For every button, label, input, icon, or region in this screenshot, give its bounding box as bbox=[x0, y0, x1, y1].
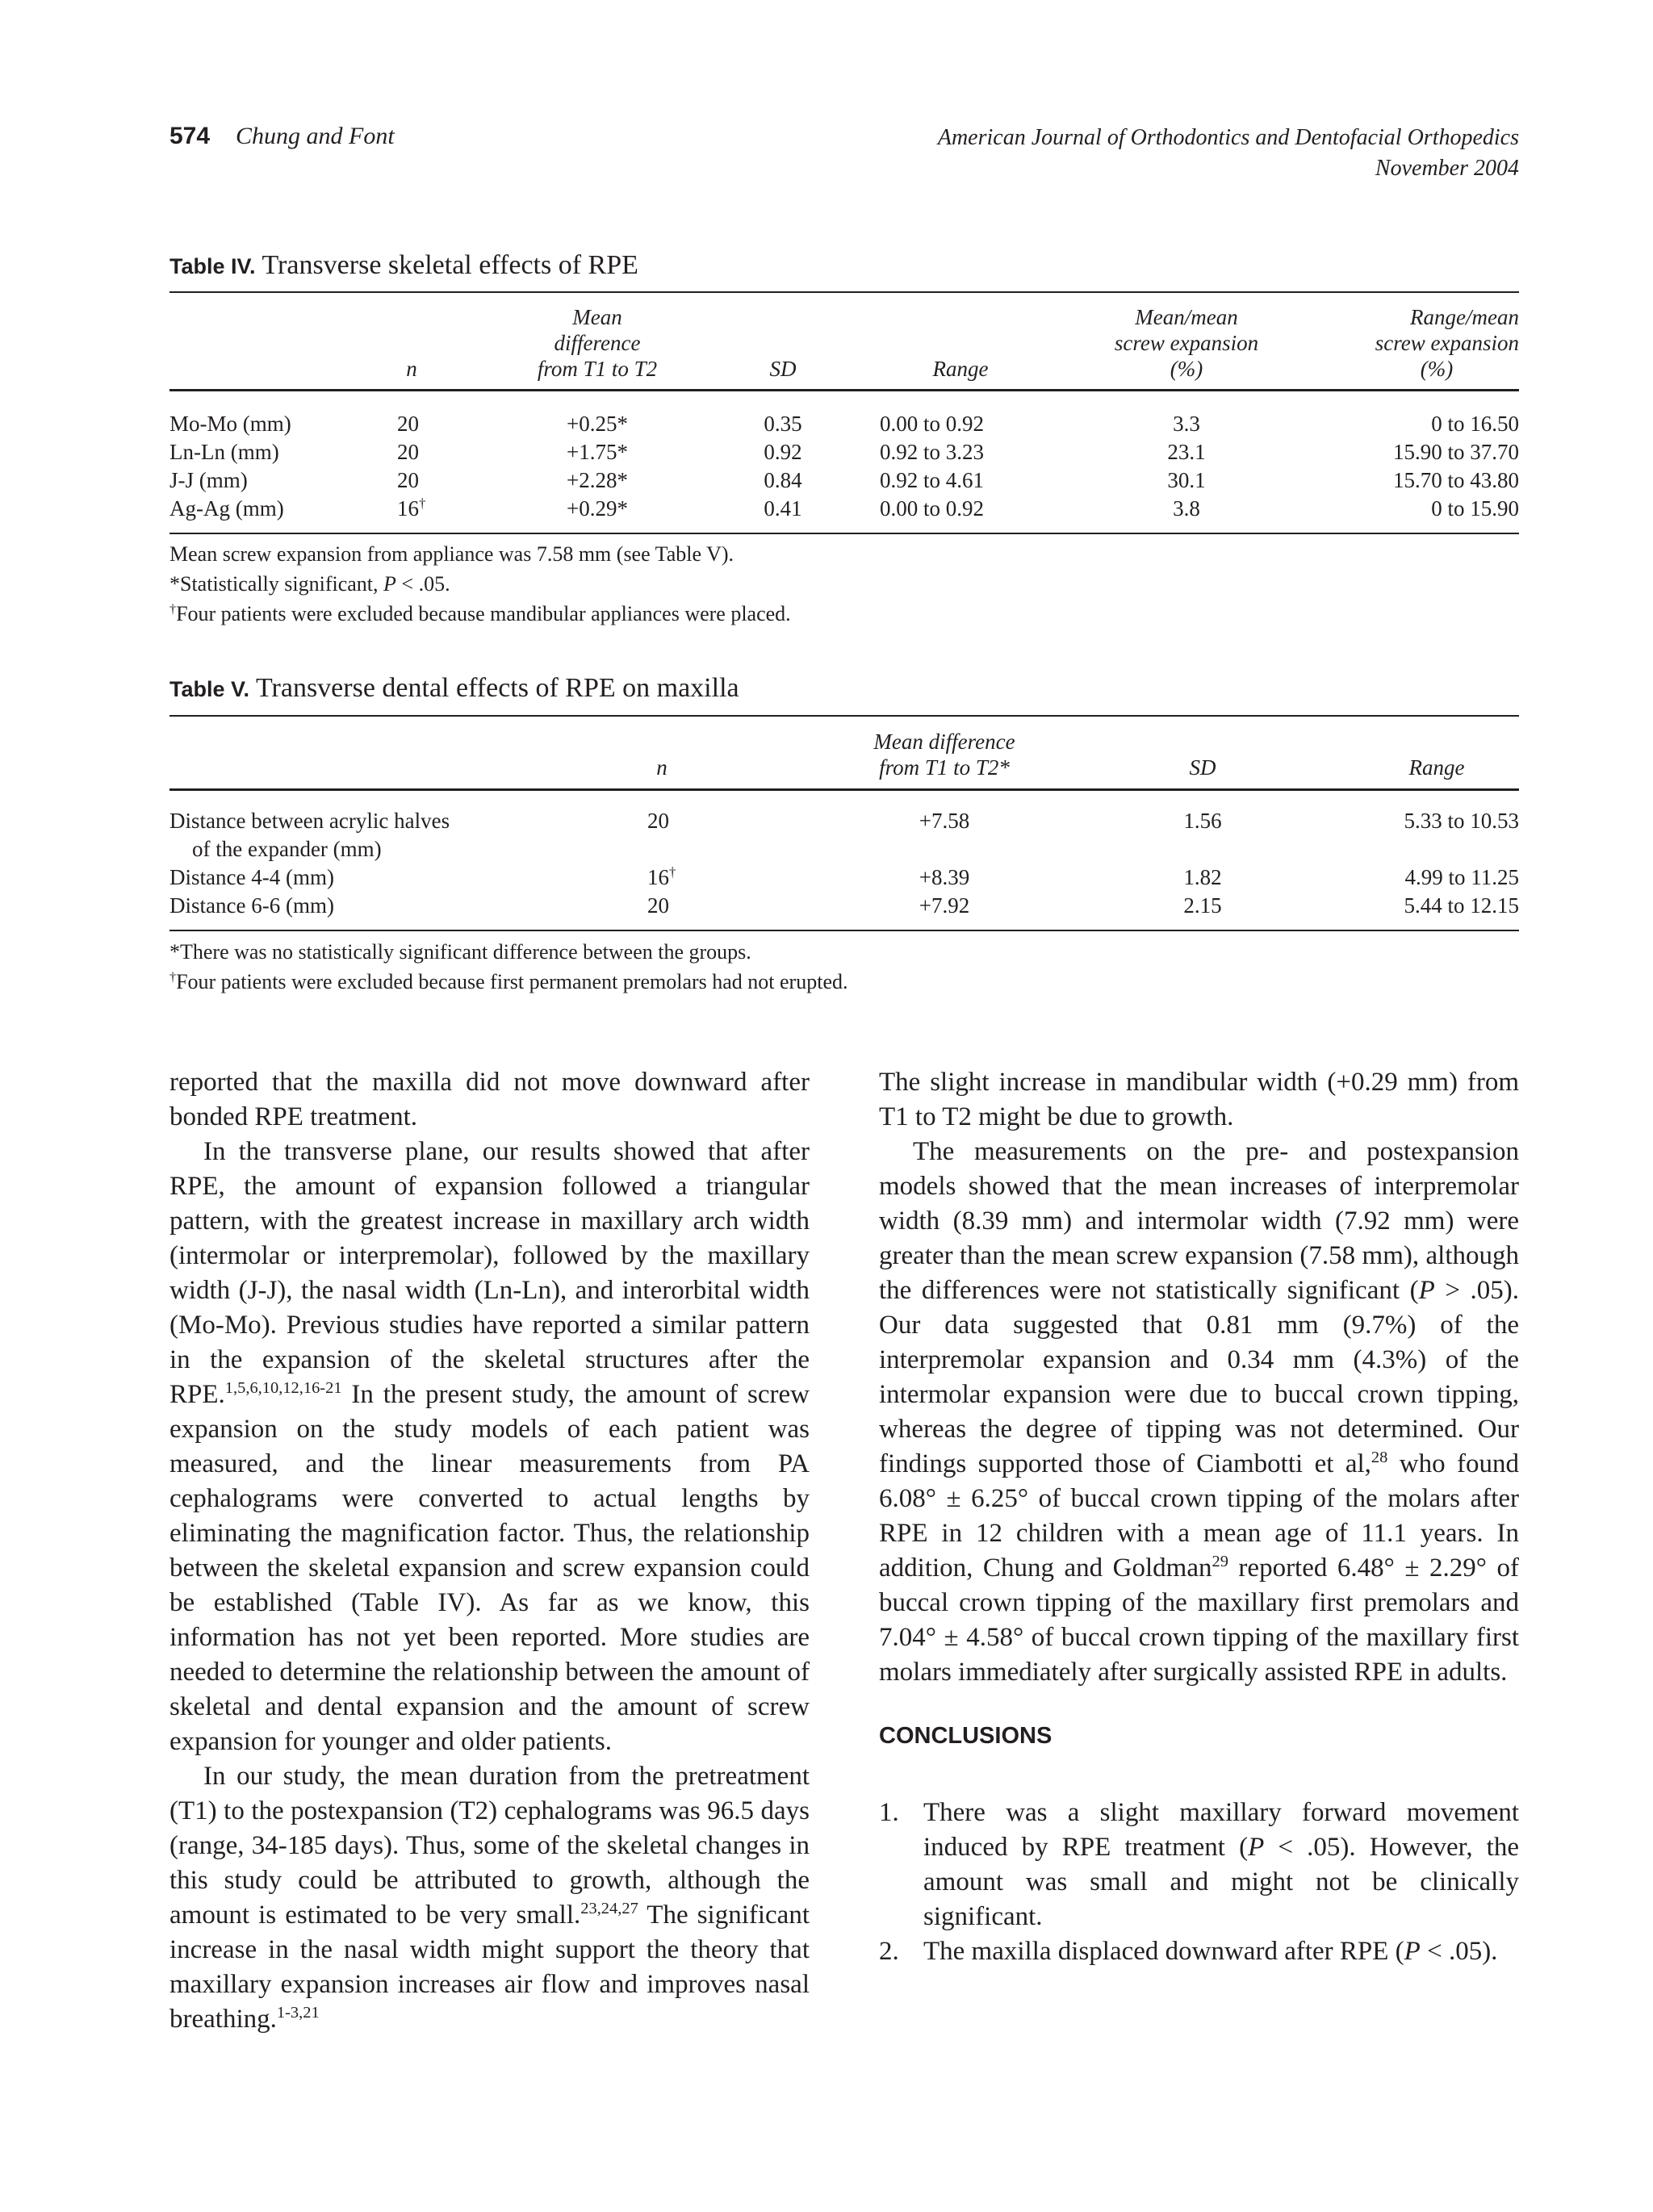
paragraph: reported that the maxilla did not move downward after bonded RPE treatment. bbox=[169, 1068, 810, 1131]
t4-row-sd: 0.35 bbox=[764, 412, 802, 436]
t5-row-mean: +7.58 bbox=[919, 809, 970, 833]
citation: 29 bbox=[1212, 1553, 1228, 1570]
t4-row-mean: +1.75* bbox=[567, 440, 628, 464]
t4-h-meanpct-1: Mean/mean bbox=[1135, 305, 1238, 329]
t4-row-mean: +0.29* bbox=[567, 496, 628, 521]
t4-row-label: J-J (mm) bbox=[169, 468, 248, 492]
t4-row-meanpct: 30.1 bbox=[1167, 468, 1206, 492]
t4-row-meanpct: 3.3 bbox=[1173, 412, 1200, 436]
t5-row-mean: +7.92 bbox=[919, 893, 970, 918]
t5-row-label: Distance 4-4 (mm) bbox=[169, 865, 334, 889]
t4-h-sd: SD bbox=[769, 357, 797, 381]
list-item: 2. The maxilla displaced downward after RPE (P < .05). bbox=[879, 1937, 1498, 1966]
t5-row-sd: 1.56 bbox=[1183, 809, 1222, 833]
paragraph: The measurements on the pre- and postexpansion models showed that the mean increases of interpremolar width (8.39 mm) and intermolar width (7.92 mm) were greater than the mean screw expansion (7.58 mm), although the differences were not statistically significant (P > .05). Our data suggested that 0.81 mm (9.7%) of the interpremolar expansion and 0.34 mm (4.3%) of the intermolar expansion were due to buccal crown tipping, whereas the degree of tipping was not determined. Our findings supported those of Ciambotti et al,$^{28}$ who found 6.08° ± 6.25° of buccal crown tipping of the molars after RPE in 12 children with a mean age of 11.1 years. In addition, Chung and Goldman$^{29}$ reported 6.48° ± 2.29° of buccal crown tipping of the maxillary first premolars and 7.04° ± 4.58° of buccal crown tipping of the maxillary first molars immediately after surgically assisted RPE in adults. bbox=[879, 1137, 1519, 1687]
t5-row-n: 20 bbox=[647, 809, 669, 833]
t4-row-sd: 0.84 bbox=[764, 468, 802, 492]
t4-h-rangepct-3: (%) bbox=[1420, 357, 1454, 381]
t4-row-rangepct: 15.90 to 37.70 bbox=[1392, 440, 1519, 464]
t4-h-mean-2: difference bbox=[554, 331, 641, 355]
t5-h-sd: SD bbox=[1189, 755, 1216, 780]
table4-title bbox=[169, 250, 638, 281]
citation: 1,5,6,10,12,16-21 bbox=[224, 1379, 342, 1397]
t4-row-mean: +0.25* bbox=[567, 412, 628, 436]
t4-row-range: 0.00 to 0.92 bbox=[880, 496, 985, 521]
table4-note: Mean screw expansion from appliance was 7.58 mm (see Table V). bbox=[169, 542, 734, 566]
paragraph: In our study, the mean duration from the pretreatment (T1) to the postexpansion (T2) cephalograms was 96.5 days (range, 34-185 days). Thus, some of the skeletal changes in this study could be attributed to growth, although the amount is estimated to be very small.$^{23,24,27}$ The significant increase in the nasal width might support the theory that maxillary expansion increases air flow and improves nasal breathing.$^{1-3,21}$ bbox=[169, 1762, 810, 2034]
table4-bottom-rule bbox=[169, 533, 1519, 534]
list-item: 1. There was a slight maxillary forward movement induced by RPE treatment (P < .05). However, the amount was small and might not be clinically significant. bbox=[879, 1798, 1520, 1931]
journal-date: November 2004 bbox=[1375, 156, 1519, 181]
page-header bbox=[169, 123, 1519, 187]
t5-h-range: Range bbox=[1408, 755, 1465, 780]
table4-note: *Statistically significant, P < .05. bbox=[169, 572, 450, 596]
table5-note: †Four patients were excluded because first permanent premolars had not erupted. bbox=[169, 970, 848, 993]
table5-header-rule bbox=[169, 788, 1519, 791]
citation: 1-3,21 bbox=[276, 2004, 320, 2022]
t5-h-mean-2: from T1 to T2* bbox=[879, 755, 1010, 780]
table4-top-rule bbox=[169, 291, 1519, 293]
t5-row-label: Distance between acrylic halves bbox=[169, 809, 450, 833]
t4-row-meanpct: 3.8 bbox=[1173, 496, 1200, 521]
t5-row-n: 16† bbox=[647, 864, 676, 889]
t4-row-range: 0.92 to 4.61 bbox=[880, 468, 985, 492]
t4-row-label: Ag-Ag (mm) bbox=[169, 496, 284, 521]
paragraph: The slight increase in mandibular width (+0.29 mm) from T1 to T2 might be due to growth. bbox=[879, 1068, 1519, 1131]
running-head: Chung and Font bbox=[236, 123, 395, 149]
table5-top-rule bbox=[169, 715, 1519, 717]
t4-row-range: 0.92 to 3.23 bbox=[880, 440, 985, 464]
t5-row-range: 4.99 to 11.25 bbox=[1404, 865, 1519, 889]
t4-h-rangepct-1: Range/mean bbox=[1410, 305, 1519, 329]
t4-h-n: n bbox=[406, 357, 417, 381]
table5-bottom-rule bbox=[169, 930, 1519, 931]
table4-label: Table IV. bbox=[169, 254, 256, 278]
t4-h-mean-3: from T1 to T2 bbox=[537, 357, 658, 381]
t4-row-rangepct: 15.70 to 43.80 bbox=[1392, 468, 1519, 492]
t4-row-label: Ln-Ln (mm) bbox=[169, 440, 279, 464]
body-right-column bbox=[879, 1065, 1519, 1969]
table5-label: Table V. bbox=[169, 677, 250, 701]
table5-caption: Transverse dental effects of RPE on maxilla bbox=[255, 673, 739, 703]
t4-h-mean-1: Mean bbox=[572, 305, 622, 329]
t4-row-rangepct: 0 to 16.50 bbox=[1431, 412, 1519, 436]
t4-h-meanpct-2: screw expansion bbox=[1114, 331, 1259, 355]
page-number: 574 bbox=[169, 123, 211, 149]
dagger-mark: † bbox=[669, 864, 676, 880]
t4-row-rangepct: 0 to 15.90 bbox=[1431, 496, 1519, 521]
t5-row-label: Distance 6-6 (mm) bbox=[169, 893, 334, 918]
t5-row-n: 20 bbox=[647, 893, 669, 918]
t4-h-rangepct-2: screw expansion bbox=[1375, 331, 1519, 355]
section-heading-conclusions: CONCLUSIONS bbox=[879, 1723, 1052, 1749]
table4-header-rule bbox=[169, 389, 1519, 391]
journal-info bbox=[938, 123, 1519, 184]
t5-row-range: 5.33 to 10.53 bbox=[1404, 809, 1519, 833]
t5-row-label-cont: of the expander (mm) bbox=[192, 837, 382, 861]
t4-h-range: Range bbox=[932, 357, 989, 381]
table5-note: *There was no statistically significant difference between the groups. bbox=[169, 940, 751, 964]
table5-title bbox=[169, 673, 739, 704]
t4-row-n: 16† bbox=[397, 496, 426, 521]
t4-row-n: 20 bbox=[397, 412, 419, 436]
t4-h-meanpct-3: (%) bbox=[1170, 357, 1203, 381]
t4-row-n: 20 bbox=[397, 468, 419, 492]
t5-row-sd: 2.15 bbox=[1183, 893, 1222, 918]
t4-row-n: 20 bbox=[397, 440, 419, 464]
conclusions-list bbox=[879, 1796, 1519, 1969]
t4-row-mean: +2.28* bbox=[567, 468, 628, 492]
t4-row-range: 0.00 to 0.92 bbox=[880, 412, 985, 436]
t5-h-n: n bbox=[656, 755, 667, 780]
table4-caption: Transverse skeletal effects of RPE bbox=[262, 250, 638, 280]
t4-row-label: Mo-Mo (mm) bbox=[169, 412, 291, 436]
citation: 28 bbox=[1371, 1449, 1388, 1466]
dagger-mark: † bbox=[419, 496, 426, 511]
t5-h-mean-1: Mean difference bbox=[873, 730, 1015, 754]
t4-row-sd: 0.41 bbox=[764, 496, 802, 521]
citation: 23,24,27 bbox=[580, 1900, 638, 1917]
t5-row-sd: 1.82 bbox=[1183, 865, 1222, 889]
t5-row-mean: +8.39 bbox=[919, 865, 970, 889]
t4-row-sd: 0.92 bbox=[764, 440, 802, 464]
body-left-column bbox=[169, 1065, 810, 2037]
table4-note: †Four patients were excluded because mandibular appliances were placed. bbox=[169, 602, 791, 625]
journal-name: American Journal of Orthodontics and Dentofacial Orthopedics bbox=[937, 125, 1519, 150]
paragraph: In the transverse plane, our results showed that after RPE, the amount of expansion followed a triangular pattern, with the greatest increase in maxillary arch width (intermolar or interpremolar), followed by the maxillary width (J-J), the nasal width (Ln-Ln), and interorbital width (Mo-Mo). Previous studies have reported a similar pattern in the expansion of the skeletal structures after the RPE.$^{1,5,6,10,12,16-21}$ In the present study, the amount of screw expansion on the study models of each patient was measured, and the linear measurements from PA cephalograms were converted to actual lengths by eliminating the magnification factor. Thus, the relationship between the skeletal expansion and screw expansion could be established (Table IV). As far as we know, this information has not yet been reported. More studies are needed to determine the relationship between the amount of skeletal and dental expansion and the amount of screw expansion for younger and older patients. bbox=[169, 1137, 810, 1756]
t5-row-range: 5.44 to 12.15 bbox=[1404, 893, 1519, 918]
t4-row-meanpct: 23.1 bbox=[1167, 440, 1206, 464]
